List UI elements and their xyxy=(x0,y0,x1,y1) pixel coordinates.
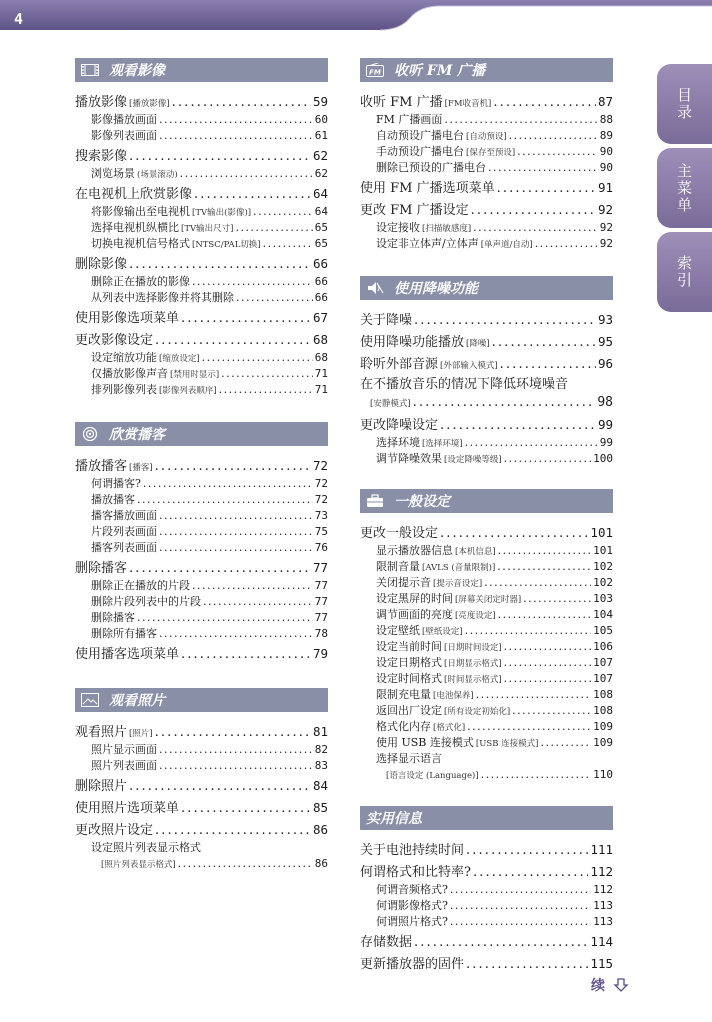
toc-page-number: 113 xyxy=(593,915,613,928)
toc-entry-label: 设定接收 xyxy=(376,221,420,234)
toc-page-number: 95 xyxy=(597,334,613,349)
toc-entry[interactable] xyxy=(360,160,613,176)
tab-main-menu-label: 主菜单 xyxy=(675,162,693,214)
top-bar xyxy=(0,0,712,32)
toc-page-number: 86 xyxy=(314,857,328,870)
toc-entry-label: 设定非立体声/立体声 xyxy=(376,237,479,250)
svg-text:FM: FM xyxy=(369,68,381,77)
toc-entry-label: 关闭提示音 xyxy=(376,576,431,589)
toc-entry-label: 删除正在播放的片段 xyxy=(91,579,190,592)
toc-entry-label: 设定壁纸 xyxy=(376,624,420,637)
toc-entry[interactable] xyxy=(75,742,328,758)
toc-page-number: 81 xyxy=(312,724,328,739)
toc-entry-tag: [电池保养] xyxy=(433,691,474,701)
toc-entry-label: 自动预设广播电台 xyxy=(376,129,464,142)
toc-entry-label: 排列影像列表 xyxy=(91,383,157,396)
page-number: 4 xyxy=(14,10,24,28)
section-title: 观看影像 xyxy=(109,63,165,79)
toc-entry-tag: [扫描敏感度] xyxy=(422,224,472,234)
toc-entry-tag: [格式化] xyxy=(433,723,466,733)
toc-entry[interactable] xyxy=(75,758,328,774)
toc-entry-label: 格式化内存 xyxy=(376,720,431,733)
toc-entry-tag: [照片] xyxy=(129,729,153,739)
toc-entry-label: 仅播放影像声音 xyxy=(91,367,168,380)
toc-entry[interactable] xyxy=(75,508,328,524)
toc-entry-label: 播放播客 xyxy=(91,493,135,506)
toc-page-number: 72 xyxy=(314,493,328,506)
toc-page-number: 105 xyxy=(593,624,613,637)
toc-page-number: 108 xyxy=(593,688,613,701)
toc-entry-tag: [NTSC/PAL切换] xyxy=(192,240,261,250)
toc-entry-label: 设定当前时间 xyxy=(376,640,442,653)
toc-page-number: 71 xyxy=(314,367,328,380)
toc-entry-tag: [时间显示格式] xyxy=(444,675,502,685)
toc-entry-label: 设定日期格式 xyxy=(376,656,442,669)
toc-page-number: 112 xyxy=(590,864,613,879)
toc-entry[interactable] xyxy=(360,623,613,639)
toc-page-number: 76 xyxy=(314,541,328,554)
toc-entry-label: 搜索影像 xyxy=(75,149,128,164)
fm-icon xyxy=(366,63,384,77)
toc-entry-tag: [日期时间设定] xyxy=(444,643,502,653)
toc-page-number: 72 xyxy=(312,458,328,473)
tab-contents[interactable] xyxy=(657,64,712,144)
toc-page-number: 66 xyxy=(314,291,328,304)
toc-entry-label: 删除播客 xyxy=(75,561,128,576)
continue-label: 续 xyxy=(591,978,605,994)
toc-entry[interactable] xyxy=(360,144,613,160)
tab-index-label: 索引 xyxy=(675,255,693,289)
toc-page-number: 78 xyxy=(314,627,328,640)
toc-page-number: 67 xyxy=(312,310,328,325)
toc-entry-tag: [所有设定初始化] xyxy=(444,707,511,717)
toc-entry-label: 播客列表画面 xyxy=(91,541,157,554)
toc-entry-label: 何谓播客? xyxy=(91,477,141,490)
toc-entry-label: 删除播客 xyxy=(91,611,135,624)
toc-entry-label: 从列表中选择影像并将其删除 xyxy=(91,291,234,304)
toc-page-number: 110 xyxy=(593,768,613,781)
toc-entry[interactable] xyxy=(75,456,328,476)
toc-entry-tag: [自动预设] xyxy=(466,132,507,142)
toc-entry[interactable] xyxy=(360,639,613,655)
toc-entry[interactable] xyxy=(360,840,613,860)
toc-page-number: 104 xyxy=(593,608,613,621)
toc-section xyxy=(360,806,613,974)
toc-section xyxy=(360,58,613,252)
toc-entry[interactable] xyxy=(75,626,328,642)
toc-entry-label: 播客播放画面 xyxy=(91,509,157,522)
toc-entry[interactable] xyxy=(360,200,613,220)
toc-entry[interactable] xyxy=(75,220,328,236)
film-icon xyxy=(81,63,99,77)
toc-entry-tag: [本机信息] xyxy=(455,547,496,557)
toc-entry-label: 删除片段列表中的片段 xyxy=(91,595,201,608)
toc-entry-tag: [安静模式] xyxy=(370,399,411,409)
toc-entry-tag: [AVLS (音量限制)] xyxy=(422,563,496,573)
section-header xyxy=(360,806,613,830)
toc-entry-label: 删除所有播客 xyxy=(91,627,157,640)
toc-page-number: 77 xyxy=(314,579,328,592)
toc-entry-tag: [TV输出(影像)] xyxy=(192,208,252,218)
toc-entry[interactable] xyxy=(360,719,613,735)
toc-entry[interactable] xyxy=(75,350,328,366)
toc-entry-label: 何谓照片格式? xyxy=(376,915,448,928)
toc-entry-label: 设定时间格式 xyxy=(376,672,442,685)
toc-page-number: 96 xyxy=(597,356,613,371)
toc-page-number: 61 xyxy=(314,129,328,142)
toc-entry-label: 调节画面的亮度 xyxy=(376,608,453,621)
toc-entry-tag: [保存至预设] xyxy=(466,148,516,158)
toc-entry-tag: [外部输入模式] xyxy=(440,361,498,371)
toc-entry-label: 限制充电量 xyxy=(376,688,431,701)
toc-page-number: 84 xyxy=(312,778,328,793)
toc-entry[interactable] xyxy=(360,655,613,671)
toc-entry[interactable] xyxy=(360,376,613,413)
toc-entry[interactable] xyxy=(360,671,613,687)
toc-entry-label: 何谓音频格式? xyxy=(376,883,448,896)
toc-entry-label: 调节降噪效果 xyxy=(376,452,442,465)
toc-entry[interactable] xyxy=(75,308,328,328)
toc-entry-tag: [FM收音机] xyxy=(444,99,492,109)
toc-entry-tag: [TV输出尺寸] xyxy=(181,224,234,234)
toc-entry-label: 设定缩放功能 xyxy=(91,351,157,364)
section-title: 一般设定 xyxy=(394,494,450,510)
toc-page-number: 64 xyxy=(314,205,328,218)
section-header xyxy=(75,688,328,712)
toc-page-number: 114 xyxy=(590,934,613,949)
toc-entry-label: 删除正在播放的影像 xyxy=(91,275,190,288)
toc-entry-tag: [禁用时显示] xyxy=(170,370,220,380)
toc-entry[interactable] xyxy=(75,128,328,144)
toc-entry-label: 更改 FM 广播设定 xyxy=(360,203,469,218)
toc-page-number: 89 xyxy=(599,129,613,142)
section-title: 欣赏播客 xyxy=(109,427,165,443)
toc-section xyxy=(360,489,613,784)
toc-entry-label: 使用照片选项菜单 xyxy=(75,801,180,816)
toc-page-number: 62 xyxy=(314,167,328,180)
toc-entry[interactable] xyxy=(360,862,613,882)
toc-entry[interactable] xyxy=(360,435,613,451)
toc-page-number: 68 xyxy=(314,351,328,364)
toc-entry-label: 聆听外部音源 xyxy=(360,357,439,372)
toc-page-number: 68 xyxy=(312,332,328,347)
toc-entry[interactable] xyxy=(75,722,328,742)
section-header xyxy=(75,58,328,82)
toc-entry[interactable] xyxy=(360,591,613,607)
toc-entry-label: FM 广播画面 xyxy=(376,113,443,126)
toc-page-number: 93 xyxy=(597,312,613,327)
toc-page-number: 60 xyxy=(314,113,328,126)
toc-page-number: 109 xyxy=(593,720,613,733)
toc-entry-label: 在电视机上欣赏影像 xyxy=(75,187,193,202)
toc-entry-label: 选择显示语言 xyxy=(376,752,442,765)
toc-page-number: 77 xyxy=(312,560,328,575)
toc-entry[interactable] xyxy=(75,204,328,220)
toc-entry-label: 使用影像选项菜单 xyxy=(75,311,180,326)
toc-entry[interactable] xyxy=(75,820,328,840)
toc-entry-label: 何谓影像格式? xyxy=(376,899,448,912)
toc-entry[interactable] xyxy=(75,492,328,508)
toc-page-number: 103 xyxy=(593,592,613,605)
toc-page-number: 87 xyxy=(597,94,613,109)
toc-entry-tag: [播客] xyxy=(129,463,153,473)
toc-entry[interactable] xyxy=(360,236,613,252)
toc-page-number: 59 xyxy=(312,94,328,109)
toc-page-number: 82 xyxy=(314,743,328,756)
tab-contents-label: 目录 xyxy=(675,87,693,121)
toc-page-number: 79 xyxy=(312,646,328,661)
toc-entry[interactable] xyxy=(360,882,613,898)
toc-entry[interactable] xyxy=(360,914,613,930)
toc-entry[interactable] xyxy=(75,610,328,626)
toc-page-number: 72 xyxy=(314,477,328,490)
toc-entry-label: 在不播放音乐的情况下降低环境噪音 xyxy=(360,377,569,392)
toc-page-number: 99 xyxy=(597,417,613,432)
toc-entry[interactable] xyxy=(360,687,613,703)
toc-page-number: 115 xyxy=(590,956,613,971)
toc-page-number: 66 xyxy=(314,275,328,288)
toc-entry[interactable] xyxy=(75,236,328,252)
toc-entry-label: 删除照片 xyxy=(75,779,128,794)
toc-page-number: 64 xyxy=(312,186,328,201)
section-header xyxy=(360,276,613,300)
toc-page-number: 99 xyxy=(599,436,613,449)
section-header xyxy=(75,422,328,446)
toc-page-number: 108 xyxy=(593,704,613,717)
toc-entry-label: 设定照片列表显示格式 xyxy=(91,841,201,854)
toc-entry-label: 存储数据 xyxy=(360,935,413,950)
tab-main-menu[interactable] xyxy=(657,148,712,228)
toc-entry-label: 关于电池持续时间 xyxy=(360,843,465,858)
toc-entry[interactable] xyxy=(360,415,613,435)
toc-entry-tag: [影像列表顺序] xyxy=(159,386,217,396)
toc-page-number: 88 xyxy=(599,113,613,126)
toc-entry-label: 使用降噪功能播放 xyxy=(360,335,465,350)
toc-entry[interactable] xyxy=(75,798,328,818)
toc-entry[interactable] xyxy=(75,540,328,556)
toc-section xyxy=(360,276,613,467)
toc-entry-label: 更改一般设定 xyxy=(360,526,439,541)
toc-entry-label: 照片列表画面 xyxy=(91,759,157,772)
photo-icon xyxy=(81,693,99,707)
section-title: 观看照片 xyxy=(109,693,165,709)
toc-entry-tag: [设定降噪等级] xyxy=(444,455,502,465)
toc-entry-label: 观看照片 xyxy=(75,725,128,740)
toc-page-number: 101 xyxy=(590,525,613,540)
toc-page-number: 71 xyxy=(314,383,328,396)
toc-page-number: 90 xyxy=(599,145,613,158)
toc-page-number: 66 xyxy=(312,256,328,271)
toc-entry-label: 设定黑屏的时间 xyxy=(376,592,453,605)
toc-page-number: 111 xyxy=(590,842,613,857)
toc-section xyxy=(75,688,328,873)
toc-entry-tag: [单声道/自动] xyxy=(480,240,533,250)
toc-entry-tag: [壁纸设定] xyxy=(422,627,463,637)
toc-entry-tag: [语言设定 (Language)] xyxy=(386,771,479,781)
toc-page-number: 91 xyxy=(597,180,613,195)
toc-entry[interactable] xyxy=(360,751,613,784)
toc-entry[interactable] xyxy=(360,703,613,719)
toc-entry-label: 照片显示画面 xyxy=(91,743,157,756)
toc-entry-label: 选择环境 xyxy=(376,436,420,449)
toc-entry[interactable] xyxy=(75,184,328,204)
toc-entry[interactable] xyxy=(360,543,613,559)
toc-page-number: 65 xyxy=(314,221,328,234)
toc-entry[interactable] xyxy=(75,290,328,306)
toc-entry-label: 使用播客选项菜单 xyxy=(75,647,180,662)
toc-page-number: 112 xyxy=(593,883,613,896)
toc-entry-label: 播放影像 xyxy=(75,95,128,110)
toc-entry-label: 何谓格式和比特率? xyxy=(360,865,471,880)
top-bar-shape xyxy=(0,0,712,32)
toc-entry[interactable] xyxy=(75,112,328,128)
podcast-icon xyxy=(81,427,99,441)
toc-entry-label: 返回出厂设定 xyxy=(376,704,442,717)
toc-entry[interactable] xyxy=(75,558,328,578)
section-title: 使用降噪功能 xyxy=(394,281,478,297)
toc-page-number: 98 xyxy=(597,395,613,410)
toc-entry[interactable] xyxy=(360,954,613,974)
toc-entry[interactable] xyxy=(360,932,613,952)
toc-entry-label: 浏览场景 xyxy=(91,167,135,180)
toc-entry[interactable] xyxy=(360,523,613,543)
toc-entry[interactable] xyxy=(75,476,328,492)
section-title: 收听 FM 广播 xyxy=(394,63,486,79)
toc-entry-tag: [缩放设定] xyxy=(159,354,200,364)
section-header xyxy=(360,489,613,513)
toc-entry-label: 片段列表画面 xyxy=(91,525,157,538)
toc-page-number: 86 xyxy=(312,822,328,837)
toc-entry[interactable] xyxy=(75,330,328,350)
toc-entry-label: 限制音量 xyxy=(376,560,420,573)
toc-entry[interactable] xyxy=(75,382,328,398)
toc-entry-label: 显示播放器信息 xyxy=(376,544,453,557)
toc-entry[interactable] xyxy=(75,644,328,664)
toc-entry-tag: [提示音设定] xyxy=(433,579,483,589)
toc-page-number: 85 xyxy=(312,800,328,815)
toc-entry[interactable] xyxy=(360,354,613,374)
toc-entry[interactable] xyxy=(360,559,613,575)
toc-entry[interactable] xyxy=(360,92,613,112)
toc-page-number: 92 xyxy=(599,237,613,250)
toc-entry[interactable] xyxy=(360,451,613,467)
section-header xyxy=(360,58,613,82)
toc-entry-label: 删除已预设的广播电台 xyxy=(376,161,486,174)
toc-entry-label: 删除影像 xyxy=(75,257,128,272)
toc-entry-tag: [降噪] xyxy=(466,339,490,349)
toc-page-number: 92 xyxy=(597,202,613,217)
toc-page-number: 102 xyxy=(593,576,613,589)
toc-entry-tag: [屏幕关闭定时器] xyxy=(455,595,522,605)
toc-entry[interactable] xyxy=(360,128,613,144)
continue-link[interactable] xyxy=(591,975,629,995)
toc-entry[interactable] xyxy=(75,366,328,382)
toc-entry[interactable] xyxy=(75,524,328,540)
toc-entry[interactable] xyxy=(75,840,328,873)
toc-section xyxy=(75,58,328,398)
arrow-down-icon xyxy=(613,977,629,993)
toc-page-number: 65 xyxy=(314,237,328,250)
toc-entry-label: 影像播放画面 xyxy=(91,113,157,126)
toc-entry-label: 手动预设广播电台 xyxy=(376,145,464,158)
toc-entry-label: 使用 USB 连接模式 xyxy=(376,736,474,749)
toc-entry[interactable] xyxy=(360,310,613,330)
toc-entry[interactable] xyxy=(360,575,613,591)
toc-entry-label: 播放播客 xyxy=(75,459,128,474)
toc-page-number: 77 xyxy=(314,595,328,608)
toc-entry-label: 使用 FM 广播选项菜单 xyxy=(360,181,495,196)
toc-entry-tag: [照片列表显示格式] xyxy=(101,860,176,870)
toc-page-number: 62 xyxy=(312,148,328,163)
toc-entry[interactable] xyxy=(75,146,328,166)
toc-page-number: 107 xyxy=(593,656,613,669)
toc-entry[interactable] xyxy=(360,178,613,198)
toc-entry-label: 选择电视机纵横比 xyxy=(91,221,179,234)
toolbox-icon xyxy=(366,494,384,508)
toc-entry[interactable] xyxy=(75,254,328,274)
toc-entry-tag: [USB 连接模式] xyxy=(475,739,539,749)
toc-entry-label: 更改影像设定 xyxy=(75,333,154,348)
toc-entry-label: 更新播放器的固件 xyxy=(360,957,465,972)
toc-entry[interactable] xyxy=(360,332,613,352)
toc-entry[interactable] xyxy=(360,220,613,236)
toc-page-number: 106 xyxy=(593,640,613,653)
toc-entry-label: 影像列表画面 xyxy=(91,129,157,142)
toc-entry-label: 关于降噪 xyxy=(360,313,413,328)
toc-page-number: 90 xyxy=(599,161,613,174)
toc-page-number: 100 xyxy=(593,452,613,465)
toc-entry[interactable] xyxy=(75,92,328,112)
toc-entry-tag: [亮度设定] xyxy=(455,611,496,621)
toc-page-number: 92 xyxy=(599,221,613,234)
toc-entry-label: 收听 FM 广播 xyxy=(360,95,443,110)
toc-entry[interactable] xyxy=(75,166,328,182)
toc-entry-tag: [日期显示格式] xyxy=(444,659,502,669)
toc-right-column xyxy=(360,58,613,974)
toc-entry[interactable] xyxy=(360,607,613,623)
toc-entry[interactable] xyxy=(360,735,613,751)
toc-left-column xyxy=(75,58,328,873)
toc-entry-label: 更改照片设定 xyxy=(75,823,154,838)
toc-entry[interactable] xyxy=(360,898,613,914)
toc-page-number: 102 xyxy=(593,560,613,573)
toc-entry[interactable] xyxy=(75,578,328,594)
toc-section xyxy=(75,422,328,664)
toc-entry-tag: (场景滚动) xyxy=(137,170,178,180)
toc-entry-tag: [播放影像] xyxy=(129,99,170,109)
toc-page-number: 77 xyxy=(314,611,328,624)
toc-page-number: 83 xyxy=(314,759,328,772)
toc-page-number: 109 xyxy=(593,736,613,749)
toc-entry-label: 切换电视机信号格式 xyxy=(91,237,190,250)
noise-cancel-icon xyxy=(366,281,384,295)
toc-entry[interactable] xyxy=(360,112,613,128)
tab-index[interactable] xyxy=(657,232,712,312)
toc-entry-tag: [选择环境] xyxy=(422,439,463,449)
toc-entry[interactable] xyxy=(75,776,328,796)
toc-page-number: 113 xyxy=(593,899,613,912)
toc-entry[interactable] xyxy=(75,274,328,290)
toc-page-number: 73 xyxy=(314,509,328,522)
toc-entry[interactable] xyxy=(75,594,328,610)
section-title: 实用信息 xyxy=(366,811,422,827)
toc-page-number: 75 xyxy=(314,525,328,538)
toc-page-number: 101 xyxy=(593,544,613,557)
toc-page-number: 107 xyxy=(593,672,613,685)
toc-entry-label: 更改降噪设定 xyxy=(360,418,439,433)
toc-entry-label: 将影像输出至电视机 xyxy=(91,205,190,218)
